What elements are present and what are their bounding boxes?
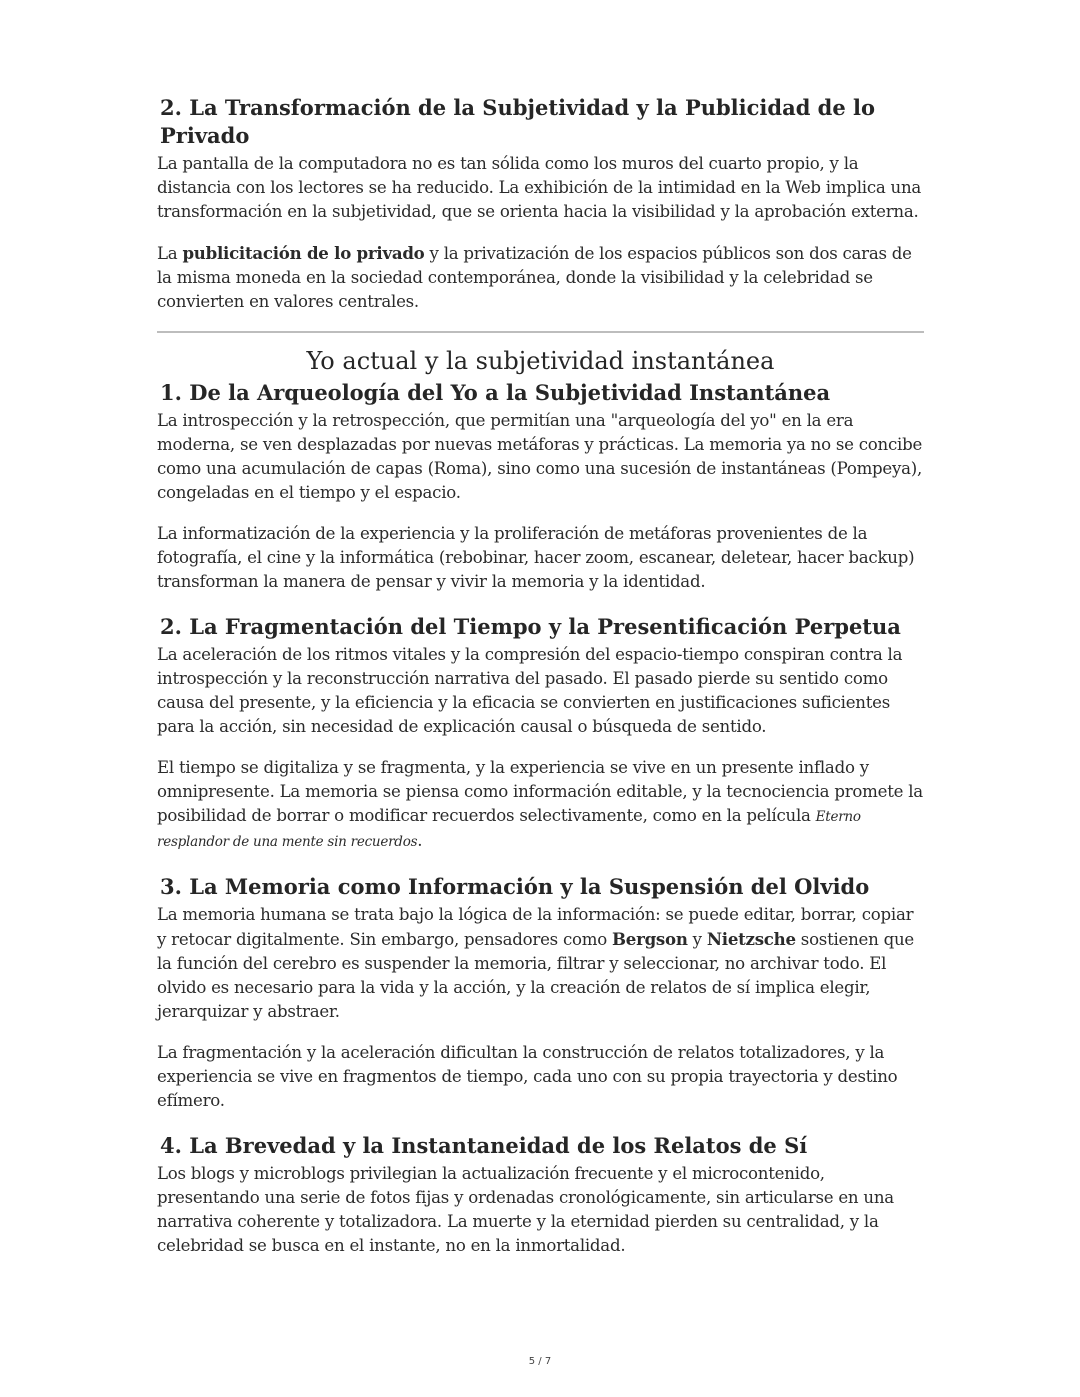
page-indicator: 5 / 7 [528,1356,552,1367]
film-title: Eterno resplandor de una mente sin recuerdos [157,809,861,850]
paragraph: La pantalla de la computadora no es tan sólida como los muros del cuarto propio, y la distancia con los lectores se ha reducido. La exhibición de la intimidad en la Web implica una transformación en la subjetividad, que se orienta hacia la visibilidad y la aprobación externa. [157,154,922,221]
bold-term: publicitación de lo privado [182,243,425,263]
section-heading-brevedad: 4. La Brevedad y la Instantaneidad de los Relatos de Sí [160,1133,808,1158]
horizontal-divider [157,331,924,333]
paragraph: La informatización de la experiencia y la proliferación de metáforas provenientes de la fotografía, el cine y la informática (rebobinar, hacer zoom, escanear, deletear, hacer backup) transforman la manera de pensar y vivir la memoria y la identidad. [157,524,915,591]
paragraph: Los blogs y microblogs privilegian la actualización frecuente y el microcontenido, presentando una serie de fotos fijas y ordenadas cronológicamente, sin articularse en una narrativa coherente y totalizadora. La muerte y la eternidad pierden su centralidad, y la celebridad se busca en el instante, no en la inmortalidad. [157,1164,894,1255]
bold-term: Bergson [612,929,688,949]
main-section-title: Yo actual y la subjetividad instantánea [306,347,775,375]
bold-term: Nietzsche [706,929,796,949]
paragraph: El tiempo se digitaliza y se fragmenta, y la experiencia se vive en un presente inflado y omnipresente. La memoria se piensa como información editable, y la tecnociencia promete la posibilidad de borrar o modificar recuerdos selectivamente, como en la película Eterno resplandor de una mente sin recuerdos. [157,758,923,850]
paragraph: La aceleración de los ritmos vitales y la compresión del espacio-tiempo conspiran contra la introspección y la reconstrucción narrativa del pasado. El pasado pierde su sentido como causa del presente, y la eficiencia y la eficacia se convierten en justificaciones suficientes para la acción, sin necesidad de explicación causal o búsqueda de sentido. [157,645,903,736]
paragraph: La memoria humana se trata bajo la lógica de la información: se puede editar, borrar, copiar y retocar digitalmente. Sin embargo, pensadores como Bergson y Nietzsche sostienen que la función del cerebro es suspender la memoria, filtrar y seleccionar, no archivar todo. El olvido es necesario para la vida y la acción, y la creación de relatos de sí implica elegir, jerarquizar y abstraer. [157,905,914,1021]
paragraph: La introspección y la retrospección, que permitían una "arqueología del yo" en la era moderna, se ven desplazadas por nuevas metáforas y prácticas. La memoria ya no se concibe como una acumulación de capas (Roma), sino como una sucesión de instantáneas (Pompeya), congeladas en el tiempo y el espacio. [157,411,923,502]
section-heading-fragmentacion: 2. La Fragmentación del Tiempo y la Presentificación Perpetua [160,614,901,639]
section-heading-publicidad: 2. La Transformación de la Subjetividad y la Publicidad de lo Privado [160,95,876,148]
section-heading-arqueologia: 1. De la Arqueología del Yo a la Subjetividad Instantánea [160,380,831,405]
paragraph: La fragmentación y la aceleración dificultan la construcción de relatos totalizadores, y la experiencia se vive en fragmentos de tiempo, cada uno con su propia trayectoria y destino efímero. [157,1043,898,1110]
section-heading-memoria: 3. La Memoria como Información y la Suspensión del Olvido [160,874,870,899]
document-page [157,94,924,1275]
paragraph: La publicitación de lo privado y la privatización de los espacios públicos son dos caras de la misma moneda en la sociedad contemporánea, donde la visibilidad y la celebridad se convierten en valores centrales. [157,243,912,311]
